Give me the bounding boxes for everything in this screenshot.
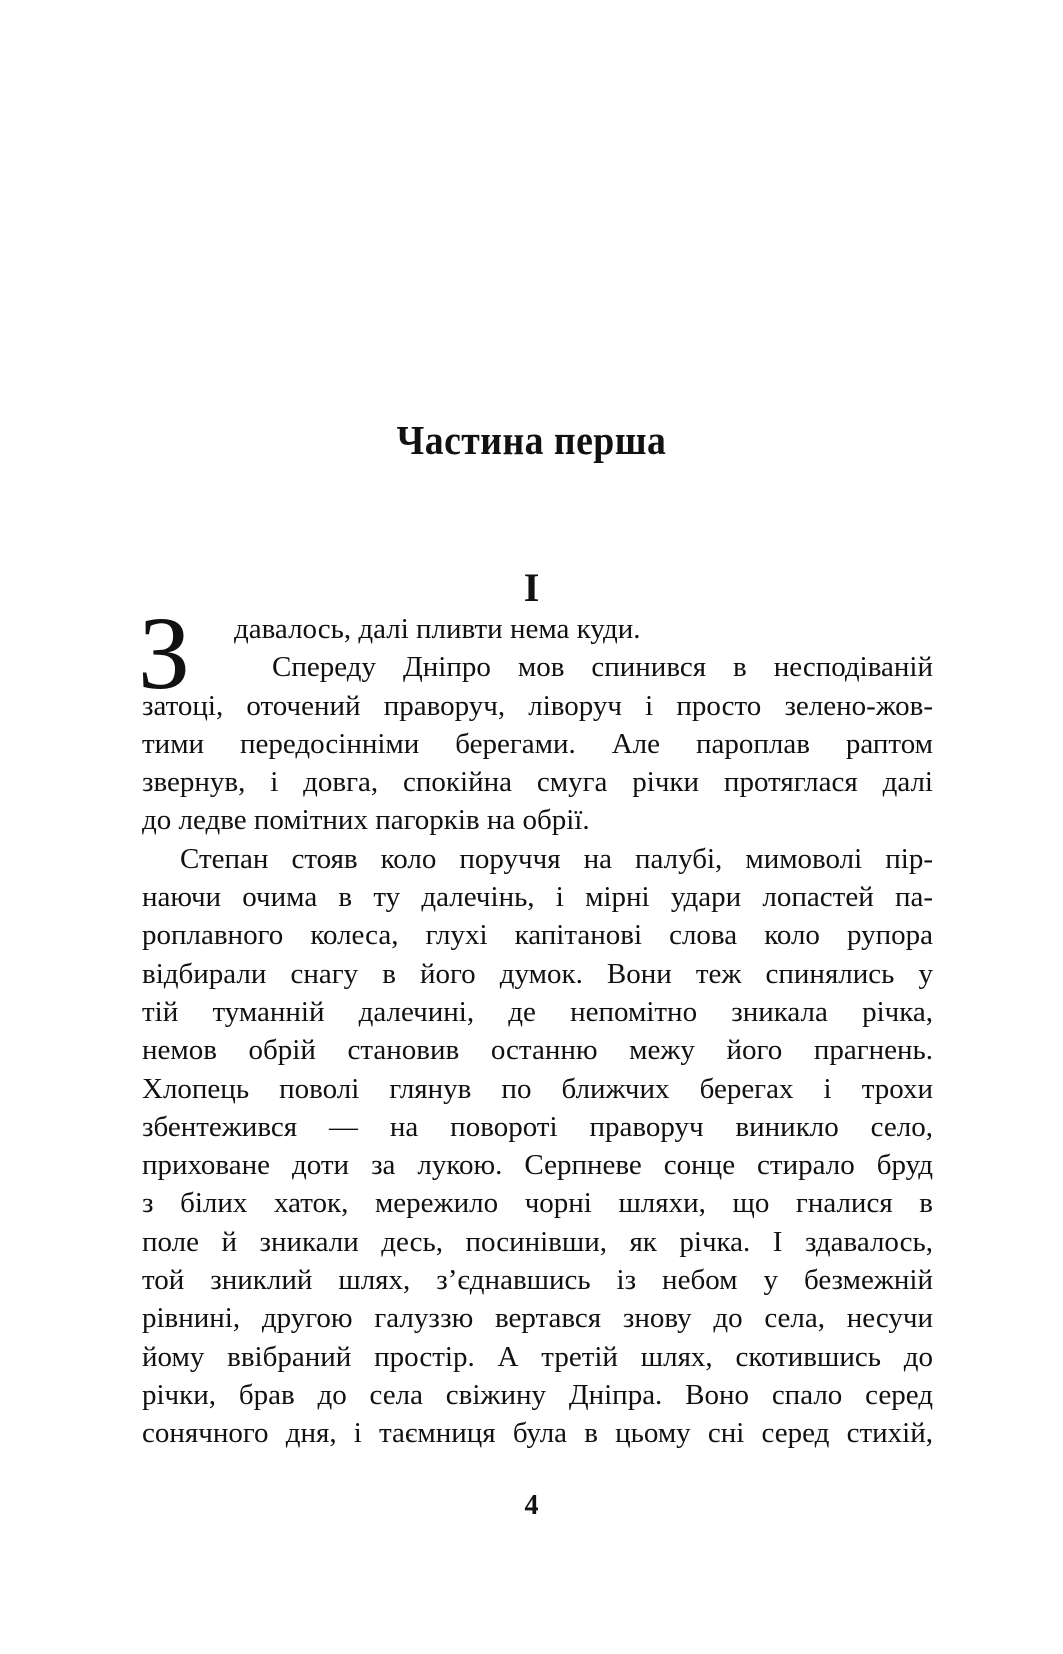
text-line: сонячного дня, і таємниця була в цьому сні серед стихій, — [142, 1417, 933, 1450]
text-line: поле й зникали десь, посинівши, як річка. І здавалось, — [142, 1225, 933, 1258]
text-line: тими передосінніми берегами. Але пароплав раптом — [142, 727, 934, 760]
text-line: Степан стояв коло поруччя на палубі, мимоволі пір- — [180, 842, 933, 875]
text-line: Спереду Дніпро мов спинився в несподіваній — [272, 651, 933, 684]
text-line: рівнині, другою галуззю вертався знову до села, несучи — [142, 1302, 933, 1335]
text-line: тій туманній далечині, де непомітно зникала річка, — [142, 995, 933, 1028]
text-line: наючи очима в ту далечінь, і мірні удари лопастей па- — [142, 881, 934, 914]
drop-cap: З — [138, 596, 191, 711]
text-line: давалось, далі пливти нема куди. — [234, 613, 641, 645]
text-lines — [142, 610, 933, 1453]
text-line: збентежився — на повороті праворуч виникло село, — [142, 1110, 933, 1143]
text-line: з білих хаток, мережило чорні шляхи, що гналися в — [142, 1187, 933, 1220]
text-line: той зниклий шлях, з’єднавшись із небом у безмежній — [142, 1264, 933, 1297]
text-line: відбирали снагу в його думок. Вони теж спинялись у — [142, 957, 933, 990]
text-line: річки, брав до села свіжину Дніпра. Воно спало серед — [142, 1378, 933, 1411]
text-line: до ледве помітних пагорків на обрії. — [142, 804, 590, 837]
text-line: йому ввібраний простір. А третій шлях, скотившись до — [142, 1340, 934, 1373]
page-number: 4 — [524, 1490, 539, 1521]
text-line: роплавного колеса, глухі капітанові слова коло рупора — [142, 919, 934, 952]
text-line: затоці, оточений праворуч, ліворуч і просто зелено-жов- — [142, 689, 933, 722]
part-title: Частина перша — [396, 417, 667, 464]
chapter-number: I — [523, 565, 540, 611]
text-line: Хлопець поволі глянув по ближчих берегах і трохи — [142, 1072, 934, 1105]
text-line: звернув, і довга, спокійна смуга річки протяглася далі — [142, 766, 933, 799]
text-line: немов обрій становив останню межу його прагнень. — [142, 1034, 934, 1067]
chapter-body — [138, 596, 934, 1453]
text-line: приховане доти за лукою. Серпневе сонце стирало бруд — [142, 1149, 934, 1182]
